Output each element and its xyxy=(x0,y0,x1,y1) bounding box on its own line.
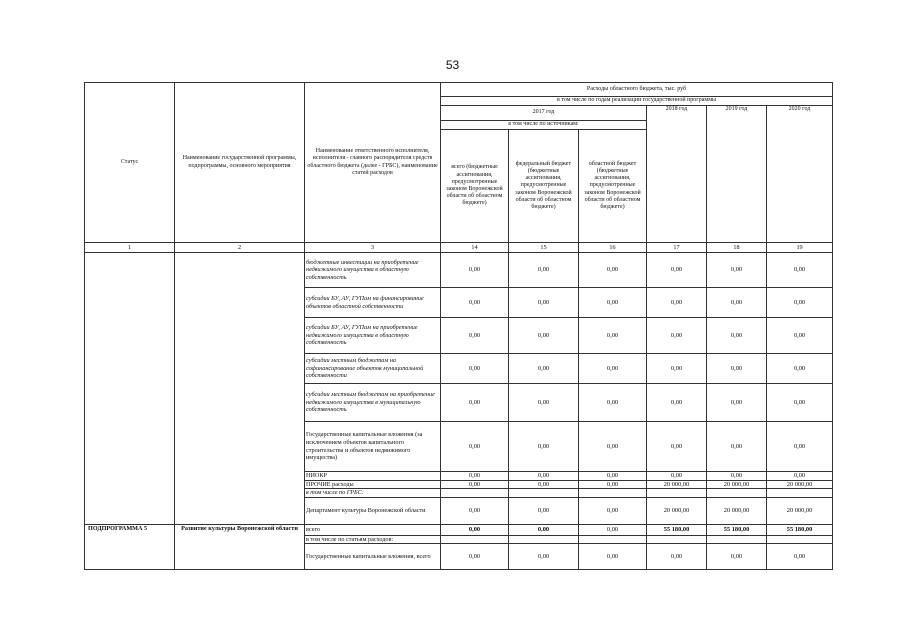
row-name: НИОКР xyxy=(305,472,441,481)
col-number: 17 xyxy=(647,243,707,253)
value-cell: 0,00 xyxy=(441,384,509,422)
header-executor: Наименование ответственного исполнителя, исполнителя - главного распорядителя средств областного бюджета (далее - ГРБС), наименование статей расходов xyxy=(305,83,441,243)
budget-table xyxy=(84,82,833,570)
value-cell xyxy=(441,535,509,544)
value-cell: 20 000,00 xyxy=(767,497,833,524)
value-cell xyxy=(647,535,707,544)
value-cell: 0,00 xyxy=(707,544,767,570)
value-cell: 0,00 xyxy=(509,384,579,422)
header-federal-col: федеральный бюджет (бюджетные ассигнования, предусмотренные законом Воронежской области об областном бюджете) xyxy=(509,130,579,243)
value-cell: 20 000,00 xyxy=(707,497,767,524)
value-cell: 0,00 xyxy=(509,544,579,570)
value-cell: 0,00 xyxy=(767,318,833,354)
value-cell: 0,00 xyxy=(509,354,579,384)
row-name: субсидии местным бюджетам на приобретение недвижимого имущества в муниципальную собственность xyxy=(305,384,441,422)
value-cell: 0,00 xyxy=(509,318,579,354)
value-cell: 55 180,00 xyxy=(647,524,707,535)
value-cell: 0,00 xyxy=(647,318,707,354)
page-number: 53 xyxy=(445,58,460,72)
program-cell-empty xyxy=(175,253,305,525)
value-cell: 0,00 xyxy=(579,354,647,384)
value-cell: 0,00 xyxy=(441,354,509,384)
value-cell xyxy=(579,489,647,498)
col-number: 14 xyxy=(441,243,509,253)
value-cell: 20 000,00 xyxy=(767,480,833,489)
col-number: 1 xyxy=(85,243,175,253)
value-cell xyxy=(579,535,647,544)
row-name: бюджетные инвестиции на приобретение недвижимого имущества в областную собственность xyxy=(305,253,441,288)
row-name: субсидии БУ, АУ, ГУПам на приобретение недвижимого имущества в областную собственность xyxy=(305,318,441,354)
row-name: субсидии БУ, АУ, ГУПам на финансирование объектов областной собственности xyxy=(305,288,441,318)
row-name: субсидии местным бюджетам на софинансирование объектов муниципальной собственности xyxy=(305,354,441,384)
value-cell xyxy=(767,535,833,544)
value-cell: 0,00 xyxy=(767,384,833,422)
header-regional-col: областной бюджет (бюджетные ассигнования, предусмотренные законом Воронежской области об областном бюджете) xyxy=(579,130,647,243)
value-cell xyxy=(509,489,579,498)
subprogram-status: ПОДПРОГРАММА 5 xyxy=(85,524,175,570)
value-cell: 0,00 xyxy=(579,318,647,354)
header-program-name: Наименование государственной программы, подпрограммы, основного мероприятия xyxy=(175,83,305,243)
value-cell: 0,00 xyxy=(441,422,509,472)
table-row xyxy=(85,253,833,288)
status-cell-empty xyxy=(85,253,175,525)
value-cell xyxy=(441,489,509,498)
value-cell xyxy=(647,489,707,498)
value-cell: 55 180,00 xyxy=(707,524,767,535)
col-number: 3 xyxy=(305,243,441,253)
value-cell xyxy=(509,535,579,544)
row-name: в том числе по статьям расходов: xyxy=(305,535,441,544)
value-cell: 20 000,00 xyxy=(647,480,707,489)
row-name: ПРОЧИЕ расходы xyxy=(305,480,441,489)
subprogram-name: Развитие культуры Воронежской области xyxy=(175,524,305,570)
value-cell: 0,00 xyxy=(647,422,707,472)
value-cell xyxy=(707,535,767,544)
value-cell: 0,00 xyxy=(509,497,579,524)
table-row xyxy=(85,524,833,535)
header-total-col: всего (бюджетные ассигнования, предусмотренные законом Воронежской области об областном бюджете) xyxy=(441,130,509,243)
value-cell: 0,00 xyxy=(441,472,509,481)
value-cell: 0,00 xyxy=(509,524,579,535)
value-cell: 0,00 xyxy=(647,472,707,481)
value-cell: 0,00 xyxy=(441,253,509,288)
row-name: Государственные капитальные вложения, всего xyxy=(305,544,441,570)
value-cell: 0,00 xyxy=(647,253,707,288)
value-cell: 0,00 xyxy=(647,288,707,318)
value-cell: 0,00 xyxy=(767,472,833,481)
value-cell: 0,00 xyxy=(441,497,509,524)
value-cell: 0,00 xyxy=(707,318,767,354)
header-year-2020: 2020 год xyxy=(767,106,833,243)
header-expenses: Расходы областного бюджета, тыс. руб xyxy=(441,83,833,97)
header-by-sources: в том числе по источникам: xyxy=(441,121,647,130)
value-cell: 0,00 xyxy=(509,422,579,472)
value-cell: 0,00 xyxy=(579,422,647,472)
value-cell: 0,00 xyxy=(579,544,647,570)
value-cell: 0,00 xyxy=(767,288,833,318)
value-cell: 20 000,00 xyxy=(647,497,707,524)
row-name: Департамент культуры Воронежской области xyxy=(305,497,441,524)
value-cell: 0,00 xyxy=(441,544,509,570)
row-name: всего xyxy=(305,524,441,535)
value-cell: 0,00 xyxy=(707,288,767,318)
value-cell: 0,00 xyxy=(767,544,833,570)
header-status: Статус xyxy=(85,83,175,243)
value-cell: 0,00 xyxy=(579,472,647,481)
value-cell xyxy=(707,489,767,498)
value-cell: 55 180,00 xyxy=(767,524,833,535)
value-cell: 20 000,00 xyxy=(707,480,767,489)
column-numbers-row xyxy=(85,243,833,253)
value-cell: 0,00 xyxy=(707,422,767,472)
col-number: 19 xyxy=(767,243,833,253)
value-cell: 0,00 xyxy=(509,288,579,318)
value-cell: 0,00 xyxy=(767,422,833,472)
value-cell: 0,00 xyxy=(579,288,647,318)
row-name: в том числе по ГРБС: xyxy=(305,489,441,498)
value-cell: 0,00 xyxy=(707,354,767,384)
value-cell: 0,00 xyxy=(647,354,707,384)
value-cell: 0,00 xyxy=(509,472,579,481)
value-cell: 0,00 xyxy=(441,524,509,535)
value-cell xyxy=(767,489,833,498)
value-cell: 0,00 xyxy=(441,318,509,354)
value-cell: 0,00 xyxy=(509,480,579,489)
header-year-2019: 2019 год xyxy=(707,106,767,243)
value-cell: 0,00 xyxy=(441,480,509,489)
value-cell: 0,00 xyxy=(767,354,833,384)
value-cell: 0,00 xyxy=(647,384,707,422)
value-cell: 0,00 xyxy=(579,524,647,535)
row-name: Государственные капитальные вложения (за исключением объектов капитального строительства и объектов недвижимого имущества) xyxy=(305,422,441,472)
header-by-years: в том числе по годам реализации государственной программы xyxy=(441,97,833,106)
value-cell: 0,00 xyxy=(707,472,767,481)
col-number: 16 xyxy=(579,243,647,253)
value-cell: 0,00 xyxy=(579,480,647,489)
value-cell: 0,00 xyxy=(647,544,707,570)
col-number: 2 xyxy=(175,243,305,253)
value-cell: 0,00 xyxy=(707,384,767,422)
value-cell: 0,00 xyxy=(707,253,767,288)
value-cell: 0,00 xyxy=(579,497,647,524)
value-cell: 0,00 xyxy=(441,288,509,318)
value-cell: 0,00 xyxy=(509,253,579,288)
value-cell: 0,00 xyxy=(579,253,647,288)
col-number: 18 xyxy=(707,243,767,253)
header-year-2017: 2017 год xyxy=(441,106,647,121)
value-cell: 0,00 xyxy=(579,384,647,422)
value-cell: 0,00 xyxy=(767,253,833,288)
header-year-2018: 2018 год xyxy=(647,106,707,243)
col-number: 15 xyxy=(509,243,579,253)
